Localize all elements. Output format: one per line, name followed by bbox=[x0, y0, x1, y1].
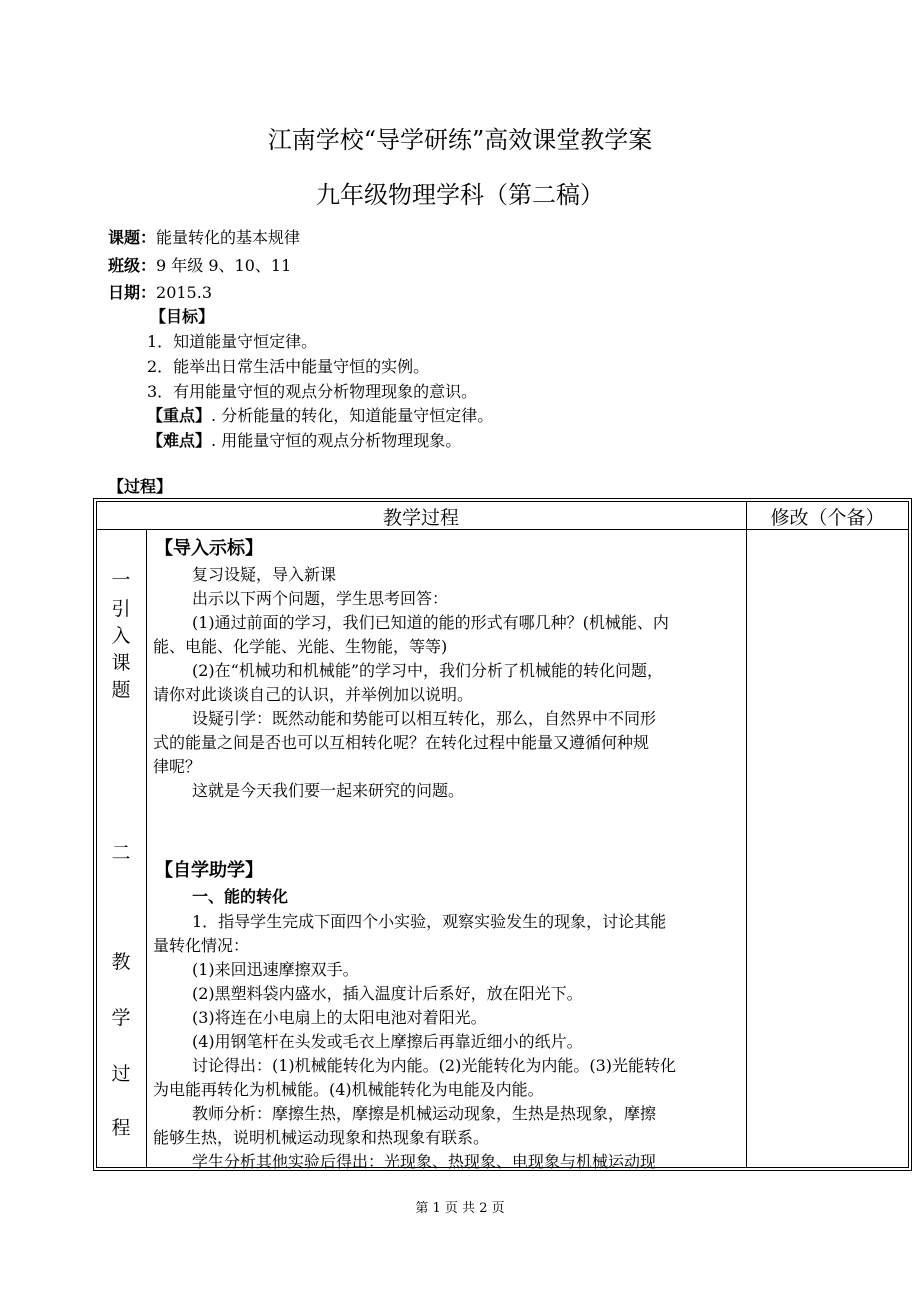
intro-line: 出示以下两个问题，学生思考回答： bbox=[192, 589, 449, 608]
date-label: 日期： bbox=[108, 283, 157, 302]
selfstudy-line: 量转化情况： bbox=[153, 936, 250, 955]
intro-line: 律呢？ bbox=[153, 757, 202, 776]
intro-line: (1)通过前面的学习，我们已知道的能的形式有哪几种？(机械能、内 bbox=[192, 613, 669, 632]
stage-two-char: 过 bbox=[111, 1063, 131, 1085]
difficult-point-label: 【难点】 bbox=[147, 431, 212, 450]
date-value: 2015.3 bbox=[156, 283, 212, 302]
selfstudy-line: (4)用钢笔杆在头发或毛衣上摩擦后再靠近细小的纸片。 bbox=[192, 1032, 583, 1051]
date-row bbox=[108, 280, 212, 303]
intro-line: 这就是今天我们要一起来研究的问题。 bbox=[192, 781, 465, 800]
stage-two-char: 教 bbox=[111, 951, 131, 973]
goal-item: 3．有用能量守恒的观点分析物理现象的意识。 bbox=[147, 382, 478, 401]
topic-row bbox=[108, 225, 300, 248]
class-label: 班级： bbox=[108, 256, 157, 275]
difficult-point-text: . 用能量守恒的观点分析物理现象。 bbox=[211, 431, 462, 450]
table-header-revision: 修改（个备） bbox=[770, 507, 885, 529]
topic-label: 课题： bbox=[108, 228, 157, 247]
stage-two-char: 程 bbox=[111, 1117, 131, 1139]
intro-heading: 【导入示标】 bbox=[155, 538, 263, 559]
intro-line: 设疑引学：既然动能和势能可以相互转化，那么，自然界中不同形 bbox=[192, 709, 657, 728]
class-row bbox=[108, 253, 291, 276]
selfstudy-line: 讨论得出：(1)机械能转化为内能。(2)光能转化为内能。(3)光能转化 bbox=[192, 1056, 676, 1075]
goal-item: 2．能举出日常生活中能量守恒的实例。 bbox=[147, 357, 430, 376]
intro-line: 式的能量之间是否也可以互相转化呢？在转化过程中能量又遵循何种规 bbox=[153, 733, 650, 752]
intro-line: (2)在“机械功和机械能”的学习中，我们分析了机械能的转化问题， bbox=[192, 661, 664, 680]
key-point-label: 【重点】 bbox=[147, 406, 212, 425]
stage-two-char: 二 bbox=[111, 842, 131, 864]
intro-line: 复习设疑，导入新课 bbox=[192, 565, 337, 584]
doc-title: 江南学校“导学研练”高效课堂教学案 bbox=[267, 126, 653, 154]
table-column-divider bbox=[746, 501, 747, 1168]
selfstudy-line: (2)黑塑料袋内盛水，插入温度计后系好，放在阳光下。 bbox=[192, 984, 583, 1003]
goal-item: 1．知道能量守恒定律。 bbox=[147, 332, 318, 351]
selfstudy-line: 为电能再转化为机械能。(4)机械能转化为电能及内能。 bbox=[153, 1080, 544, 1099]
stage-one-char: 课 bbox=[111, 652, 131, 674]
key-point-row bbox=[147, 403, 493, 426]
selfstudy-line: 学生分析其他实验后得出：光现象、热现象、电现象与机械运动现 bbox=[192, 1152, 657, 1171]
intro-line: 请你对此谈谈自己的认识，并举例加以说明。 bbox=[153, 685, 474, 704]
selfstudy-line: 能够生热，说明机械运动现象和热现象有联系。 bbox=[153, 1128, 490, 1147]
selfstudy-subheading: 一、能的转化 bbox=[192, 887, 289, 906]
page-footer: 第 1 页 共 2 页 bbox=[415, 1201, 505, 1216]
stage-one-char: 一 bbox=[111, 569, 131, 591]
stage-one-char: 题 bbox=[111, 679, 131, 701]
goals-heading: 【目标】 bbox=[150, 307, 215, 326]
stage-one-char: 入 bbox=[111, 625, 131, 647]
key-point-text: . 分析能量的转化，知道能量守恒定律。 bbox=[211, 406, 494, 425]
stage-one-char: 引 bbox=[111, 598, 131, 620]
selfstudy-line: 教师分析：摩擦生热，摩擦是机械运动现象，生热是热现象，摩擦 bbox=[192, 1104, 657, 1123]
topic-value: 能量转化的基本规律 bbox=[156, 228, 301, 247]
selfstudy-line: (1)来回迅速摩擦双手。 bbox=[192, 960, 359, 979]
intro-line: 能、电能、化学能、光能、生物能，等等) bbox=[153, 637, 448, 656]
selfstudy-heading: 【自学助学】 bbox=[155, 860, 263, 881]
selfstudy-line: (3)将连在小电扇上的太阳电池对着阳光。 bbox=[192, 1008, 487, 1027]
table-stage-divider bbox=[146, 529, 147, 1168]
difficult-point-row bbox=[147, 428, 461, 451]
selfstudy-line: 1．指导学生完成下面四个小实验，观察实验发生的现象，讨论其能 bbox=[192, 912, 667, 931]
process-heading: 【过程】 bbox=[108, 477, 173, 496]
stage-two-char: 学 bbox=[111, 1007, 131, 1029]
class-value: 9 年级 9、10、11 bbox=[156, 256, 292, 275]
doc-subtitle: 九年级物理学科（第二稿） bbox=[316, 181, 604, 209]
table-header-main: 教学过程 bbox=[382, 507, 459, 529]
